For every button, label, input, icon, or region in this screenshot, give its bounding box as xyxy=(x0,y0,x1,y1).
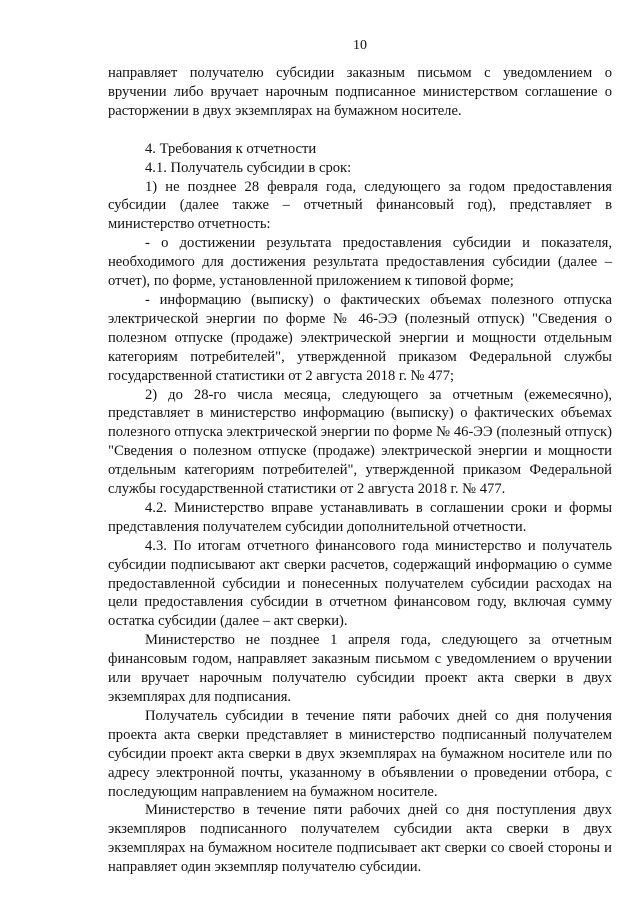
paragraph-4-2: 4.2. Министерство вправе устанавливать в соглашении сроки и формы представления получателем субсидии дополнительной отчетности. xyxy=(108,499,612,535)
paragraph-ministry-deadline: Министерство не позднее 1 апреля года, следующего за отчетным финансовым годом, направляет заказным письмом с уведомлением о вручении или вручает нарочным получателю субсидии проект акта сверки в двух экземплярах для подписания. xyxy=(108,632,612,705)
document-page xyxy=(108,0,612,905)
document-body xyxy=(108,64,612,877)
section-heading: 4. Требования к отчетности xyxy=(145,140,317,157)
paragraph-4-1-item-1: 1) не позднее 28 февраля года, следующего за годом предоставления субсидии (далее также – отчетный финансовый год), представляет в министерство отчетность: xyxy=(108,178,612,233)
paragraph-statement-bullet: - информацию (выписку) о фактических объемах полезного отпуска электрической энергии по форме № 46-ЭЭ (полезный отпуск) "Сведения о полезном отпуске (продаже) электрической энергии и мощности отдельным категориям потребителей", утвержденной приказом Федеральной службы государственной статистики от 2 августа 2018 г. № 477; xyxy=(108,291,612,384)
paragraph-4-1: 4.1. Получатель субсидии в срок: xyxy=(145,159,352,176)
paragraph-4-1-item-2: 2) до 28-го числа месяца, следующего за отчетным (ежемесячно), представляет в министерство информацию (выписку) о фактических объемах полезного отпуска электрической энергии по форме № 46-ЭЭ (полезный отпуск) "Сведения о полезном отпуске (продаже) электрической энергии и мощности отдельным категориям потребителей", утвержденной приказом Федеральной службы государственной статистики от 2 августа 2018 г. № 477. xyxy=(108,386,612,498)
paragraph-recipient-signing: Получатель субсидии в течение пяти рабочих дней со дня получения проекта акта сверки представляет в министерство подписанный получателем субсидии проект акта сверки в двух экземплярах на бумажном носителе или по адресу электронной почты, указанному в объявлении о проведении отбора, с последующим направлением на бумажном носителе. xyxy=(108,707,612,800)
paragraph-continuation: направляет получателю субсидии заказным письмом с уведомлением о вручении либо вручает нарочным подписанное министерством соглашение о расторжении в двух экземплярах на бумажном носителе. xyxy=(108,65,612,119)
paragraph-ministry-signing: Министерство в течение пяти рабочих дней со дня поступления двух экземпляров подписанного получателем субсидии акта сверки в двух экземплярах на бумажном носителе подписывает акт сверки со своей стороны и направляет один экземпляр получателю субсидии. xyxy=(108,802,612,876)
paragraph-report-bullet: - о достижении результата предоставления субсидии и показателя, необходимого для достижения результата предоставления субсидии (далее – отчет), по форме, установленной приложением к типовой форме; xyxy=(108,235,612,290)
paragraph-4-3: 4.3. По итогам отчетного финансового года министерство и получатель субсидии подписывают акт сверки расчетов, содержащий информацию о сумме предоставленной субсидии и понесенных получателем субсидии расходах на цели предоставления субсидии в отчетном финансовом году, включая сумму остатка субсидии (далее – акт сверки). xyxy=(108,537,612,630)
page-number: 10 xyxy=(353,38,367,53)
